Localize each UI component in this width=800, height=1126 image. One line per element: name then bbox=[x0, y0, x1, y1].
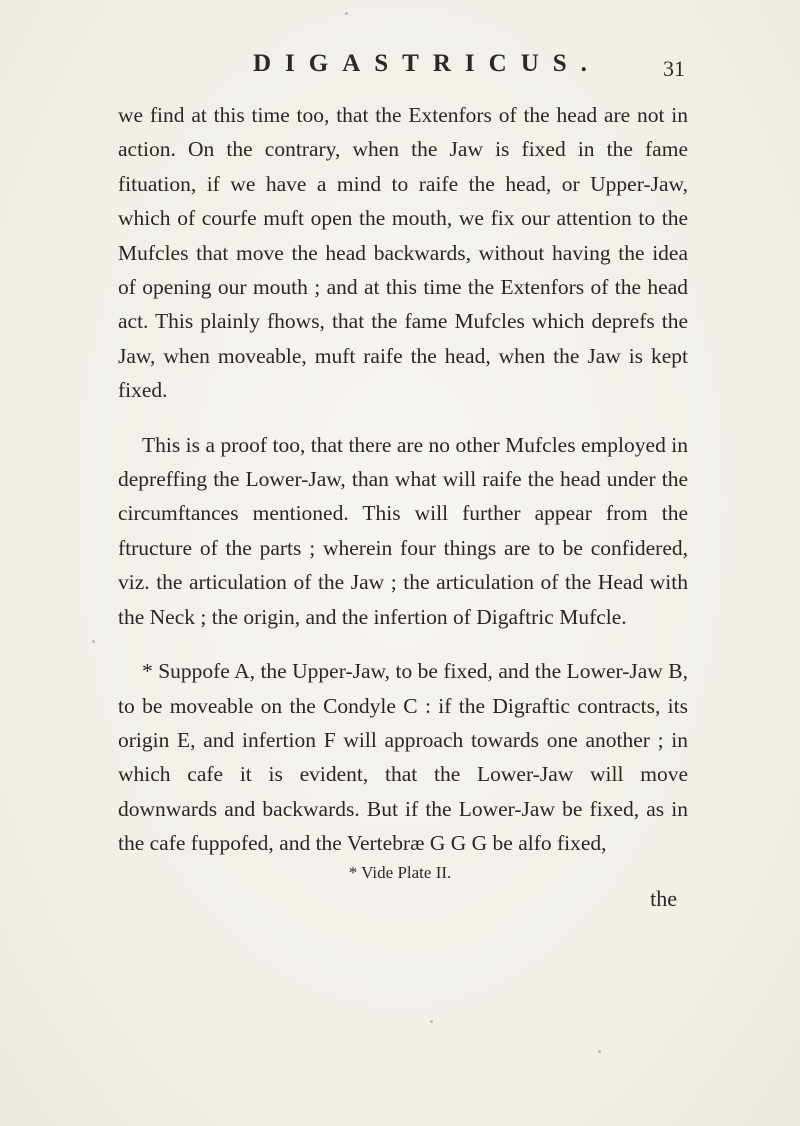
catchword: the bbox=[650, 886, 677, 911]
paper-speck bbox=[345, 12, 348, 15]
paragraph-3: * Suppofe A, the Upper-Jaw, to be fixed, and the Lower-Jaw B, to be moveable on the Condyle C : if the Digraftic contracts, its origin E, and infertion F will approach towards one another ; in which cafe it is evident, that the Lower-Jaw will move downwards and backwards. But if the Lower-Jaw be fixed, as in the cafe fuppofed, and the Vertebræ G G G be alfo fixed, bbox=[118, 659, 688, 856]
paper-speck bbox=[92, 640, 95, 643]
footnote: * Vide Plate II. bbox=[348, 863, 452, 882]
body-text bbox=[118, 98, 688, 861]
paragraph-2: This is a proof too, that there are no other Mufcles employed in depreffing the Lower-Jaw, than what will raife the head under the circumftances mentioned. This will further appear from the ftructure of the parts ; wherein four things are to be confidered, viz. the articulation of the Jaw ; the articulation of the Head with the Neck ; the origin, and the infertion of Digaftric Mufcle. bbox=[118, 432, 688, 629]
page-header bbox=[0, 48, 800, 88]
page-number: 31 bbox=[663, 56, 685, 81]
paper-speck bbox=[598, 1050, 601, 1053]
paper-speck bbox=[430, 1020, 433, 1023]
paragraph-1: we find at this time too, that the Extenfors of the head are not in action. On the contrary, when the Jaw is fixed in the fame fituation, if we have a mind to raife the head, or Upper-Jaw, which of courfe muft open the mouth, we fix our attention to the Mufcles that move the head backwards, without having the idea of opening our mouth ; and at this time the Extenfors of the head act. This plainly fhows, that the fame Mufcles which deprefs the Jaw, when moveable, muft raife the head, when the Jaw is kept fixed. bbox=[118, 103, 688, 403]
running-head: DIGASTRICUS. bbox=[253, 50, 601, 77]
